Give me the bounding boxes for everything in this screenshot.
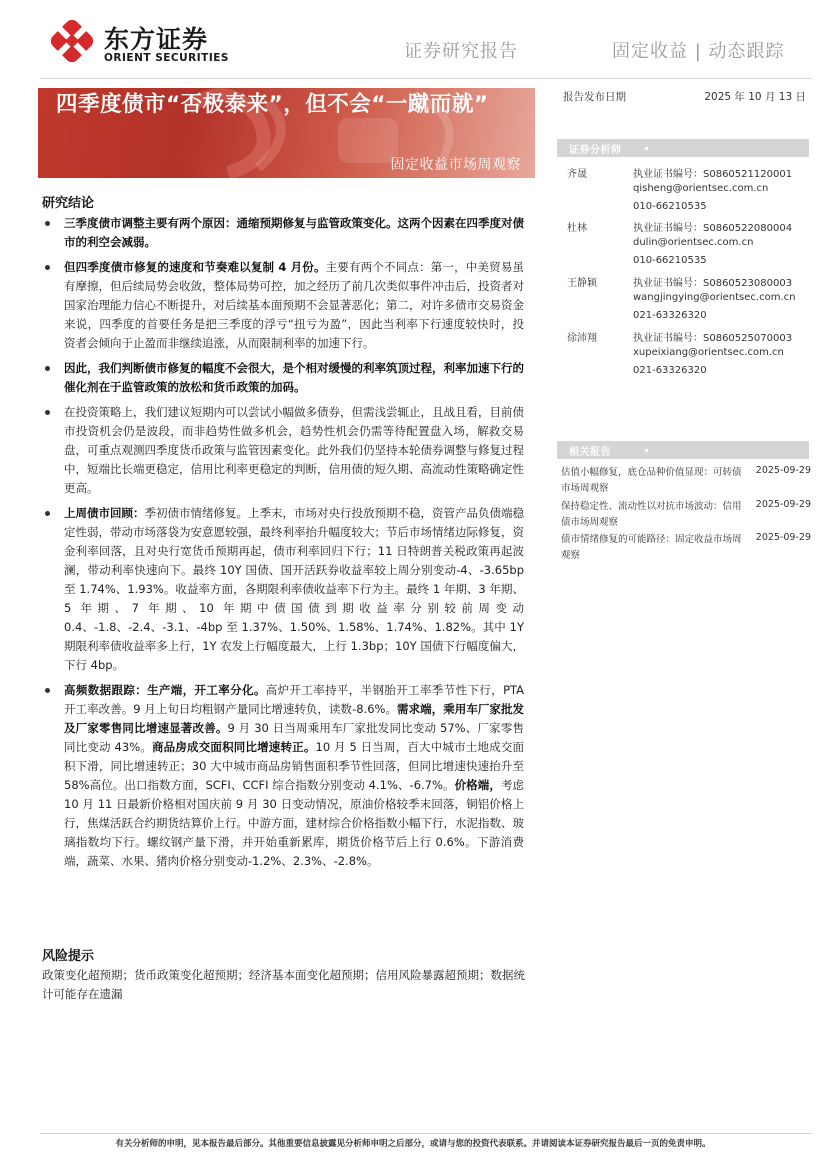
footer-divider	[40, 1133, 812, 1134]
bullet-dot-icon	[45, 511, 50, 516]
analyst-name: 齐晟	[567, 169, 587, 180]
report-title: 四季度债市“否极泰来”，但不会“一蹴而就”	[56, 92, 489, 117]
analyst-cert: 执业证书编号：S0860521120001	[633, 169, 793, 180]
analyst-name: 王静颖	[567, 278, 597, 289]
analyst-name: 杜林	[567, 223, 587, 234]
page-header	[0, 0, 826, 84]
analyst-cert: 执业证书编号：S0860525070003	[633, 333, 793, 344]
related-report-date: 2025-09-29	[755, 465, 811, 476]
conclusions-list	[42, 214, 524, 871]
risk-text: 政策变化超预期；货币政策变化超预期；经济基本面变化超预期；信用风险暴露超预期；数据统计可能存在遗漏	[42, 968, 525, 1001]
conclusion-bold: 上周债市回顾：	[64, 506, 145, 520]
analysts-section-header	[557, 139, 809, 157]
conclusion-item	[42, 403, 524, 498]
analyst-phone: 010-66210535	[633, 255, 707, 266]
conclusion-item	[42, 359, 524, 397]
related-report-title[interactable]: 债市情绪修复的可能路径：固定收益市场周观察	[561, 534, 742, 561]
title-banner	[38, 88, 535, 178]
conclusion-bold: 但四季度债市修复的速度和节奏难以复制 4 月份。	[64, 260, 326, 274]
related-report-date: 2025-09-29	[755, 499, 811, 510]
conclusion-text: 主要有两个不同点：第一，中美贸易虽有摩擦，但后续局势会收敛，整体局势可控，加之经历了前几次类似事件冲击后，投资者对国家治理能力信心不断提升，对后续基本面预期不会显著恶化；第二，对许多债市交易资金来说，四季度的首要任务是把三季度的浮亏“扭亏为盈”，因此当利率下行速度较快时，投资者会倾向于止盈而非继续追涨，从而限制利率的加速下行。	[64, 260, 525, 350]
analyst-email[interactable]: qisheng@orientsec.com.cn	[633, 183, 769, 194]
conclusion-text: 10 月 5 日当周，百大中城市土地成交面积下滑，同比增速转正；30 大中城市商品房销售面积季节性回落，但同比增速快速抬升至 58%高位。出口指数方面，SCFI、CCFI 综合指数分别变动 4.1%、-6.7%。	[64, 740, 524, 792]
analyst-cert: 执业证书编号：S0860523080003	[633, 278, 793, 289]
orient-securities-logo-icon	[46, 15, 98, 67]
conclusion-text: 在投资策略上，我们建议短期内可以尝试小幅做多债券，但需浅尝辄止，且战且看，目前债市投资机会仍是波段，而非趋势性做多机会，趋势性机会仍需等待配置盘入场，解救交易盘，可重点观测四季度货币政策与监管因素变化。此外我们仍坚持本轮债券调整与修复过程中，短端比长端更稳定，信用比利率更稳定的判断，信用债的短久期、高流动性策略确定性更高。	[64, 405, 524, 495]
analyst-email[interactable]: dulin@orientsec.com.cn	[633, 237, 754, 248]
document-category: 固定收益 | 动态跟踪	[612, 41, 785, 62]
conclusion-text: 季初债市情绪修复。上季末，市场对央行投放预期不稳，资管产品负债端稳定性弱，带动市场落袋为安意愿较强，最终利率抬升幅度较大；节后市场情绪边际修复，资金利率回落，且对央行宽货币预期再起，债市利率回归下行；11 日特朗普关税政策再起波澜，带动利率快速向下。最终 10Y 国债、国开活跃券收益率较上周分别变动-4、-3.65bp 至 1.74%、1.93%。收益率方面，各期限利率债收益率下行为主。最终 1 年期、3 年期、5 年期、7 年期、10 年期中债国债到期收益率分别较前周变动 0.4、-1.8、-2.4、-3.1、-4bp 至 1.37%、1.50%、1.58%、1.74%、1.82%。其中 1Y 期限利率债收益率多上行，1Y 农发上行幅度最大，上行 1.3bp；10Y 国债下行幅度偏大，下行 4bp。	[64, 506, 524, 672]
conclusion-bold: 高频数据跟踪：生产端，开工率分化。	[64, 683, 266, 697]
analyst-name: 徐沛翔	[567, 333, 597, 344]
bullet-dot-icon	[45, 366, 50, 371]
analyst-email[interactable]: wangjingying@orientsec.com.cn	[633, 292, 796, 303]
bar-marker-icon	[645, 147, 648, 150]
conclusion-item	[42, 504, 524, 675]
conclusion-text: 9 月 30 日当周乘用车厂家批发同比变动 57%、厂家零售同比变动 43%。	[64, 721, 524, 754]
bullet-dot-icon	[45, 688, 50, 693]
report-date-label: 报告发布日期	[563, 91, 626, 103]
conclusion-bold: 三季度债市调整主要有两个原因：通缩预期修复与监管政策变化。这两个因素在四季度对债市的利空会减弱。	[64, 216, 524, 249]
document-type: 证券研究报告	[404, 41, 518, 62]
analyst-email[interactable]: xupeixiang@orientsec.com.cn	[633, 347, 784, 358]
analyst-cert: 执业证书编号：S0860522080004	[633, 223, 793, 234]
related-reports-section-header	[557, 441, 809, 459]
bullet-dot-icon	[45, 410, 50, 415]
analyst-phone: 021-63326320	[633, 365, 707, 376]
report-date-value: 2025 年 10 月 13 日	[704, 91, 806, 103]
conclusion-item	[42, 681, 524, 871]
footer-disclaimer: 有关分析师的申明，见本报告最后部分。其他重要信息披露见分析师申明之后部分，或请与您的投资代表联系。并请阅读本证券研究报告最后一页的免责申明。	[115, 1139, 711, 1149]
related-reports-title: 相关报告	[569, 447, 611, 458]
related-report-title[interactable]: 保持稳定性、流动性以对抗市场波动：信用债市场周观察	[561, 501, 742, 528]
bar-marker-icon	[645, 449, 648, 452]
conclusion-text: 高炉开工率持平，半钢胎开工率季节性下行，PTA 开工率改善。9 月上旬日均粗钢产量同比增速转负，读数-8.6%。	[64, 683, 524, 716]
conclusion-item	[42, 258, 524, 353]
conclusion-bold: 因此，我们判断债市修复的幅度不会很大，是个相对缓慢的利率筑顶过程，利率加速下行的催化剂在于监管政策的放松和货币政策的加码。	[64, 361, 524, 394]
report-subtitle: 固定收益市场周观察	[390, 157, 521, 173]
related-report-title[interactable]: 估值小幅修复，底仓品种价值显现：可转债市场周观察	[561, 467, 742, 494]
conclusion-bold: 商品房成交面积同比增速转正。	[151, 740, 316, 754]
conclusion-text: 考虑 10 月 11 日最新价格相对国庆前 9 月 30 日变动情况，原油价格较季末回落，铜铝价格上行，焦煤活跃合约期货结算价上行。中游方面，建材综合价格指数小幅下行，水泥指数、玻璃指数均下行。螺纹钢产量下滑，并开始重新累库，期货价格节后上行 0.6%。下游消费端，蔬菜、水果、猪肉价格分别变动-1.2%、2.3%、-2.8%。	[64, 778, 525, 868]
bullet-dot-icon	[45, 265, 50, 270]
brand-name-cn: 东方证券	[104, 25, 209, 54]
conclusion-item	[42, 214, 524, 252]
analyst-phone: 021-63326320	[633, 310, 707, 321]
brand-name-en: ORIENT SECURITIES	[104, 52, 229, 64]
analyst-phone: 010-66210535	[633, 201, 707, 212]
risk-heading: 风险提示	[42, 949, 95, 964]
analysts-section-title: 证券分析师	[569, 145, 622, 156]
header-divider	[40, 78, 812, 79]
bullet-dot-icon	[45, 221, 50, 226]
conclusion-bold: 价格端，	[454, 778, 501, 792]
conclusions-heading: 研究结论	[42, 196, 95, 211]
conclusion-bold: 需求端，乘用车厂家批发及厂家零售同比增速显著改善。	[64, 702, 524, 735]
related-report-date: 2025-09-29	[755, 532, 811, 543]
